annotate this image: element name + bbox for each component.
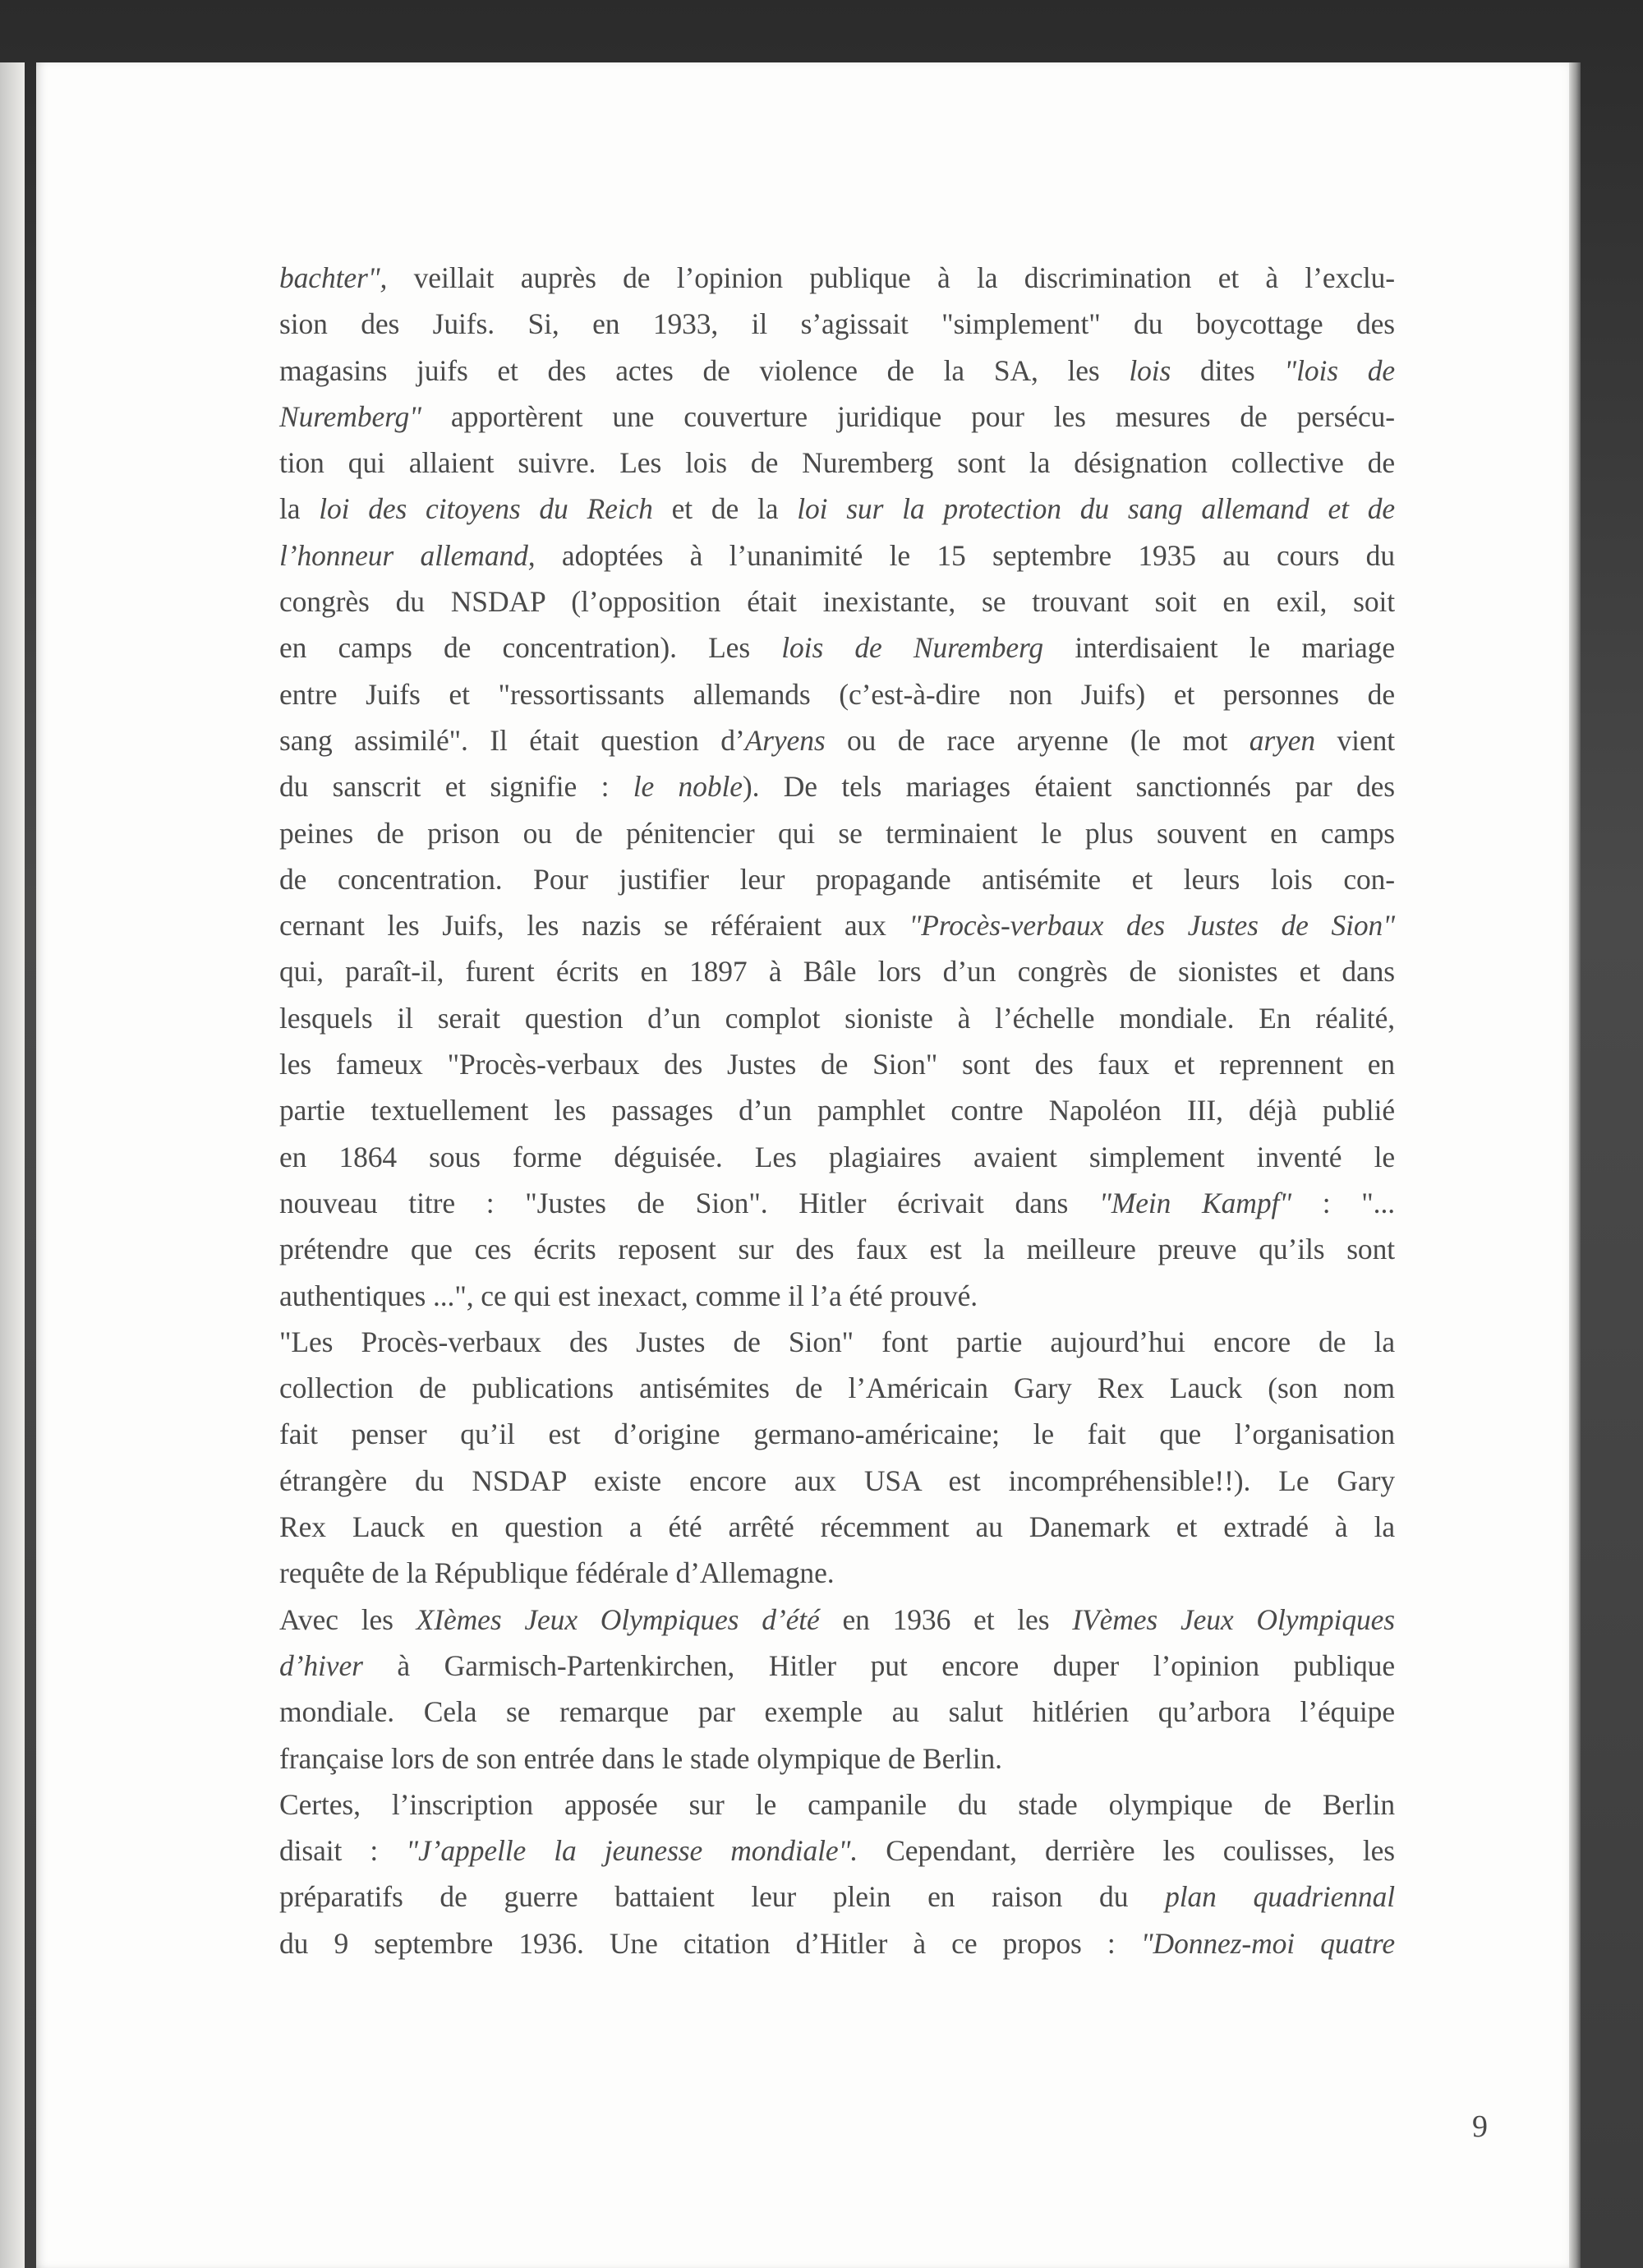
italic-run: plan quadriennal <box>1165 1880 1395 1914</box>
text-run: étrangère du NSDAP existe encore aux USA est incompréhensible!!). Le Gary <box>279 1464 1395 1497</box>
text-run: sang assimilé". Il était question d’ <box>279 723 745 757</box>
italic-run: "lois de <box>1284 353 1395 387</box>
italic-run: l’honneur allemand, <box>279 538 536 572</box>
italic-run: Aryens <box>744 723 826 757</box>
text-line <box>279 532 1395 579</box>
italic-run: "J’appelle la jeunesse mondiale". <box>406 1834 858 1868</box>
text-line <box>279 1041 1395 1087</box>
text-line <box>279 995 1395 1041</box>
text-run: en 1864 sous forme déguisée. Les plagiaires avaient simplement inventé le <box>279 1140 1395 1173</box>
text-run: veillait auprès de l’opinion publique à la discrimination et à l’exclu- <box>387 261 1395 294</box>
text-line <box>279 1643 1395 1689</box>
italic-run: aryen <box>1249 723 1316 757</box>
text-run: adoptées à l’unanimité le 15 septembre 1935 au cours du <box>535 538 1395 572</box>
text-line <box>279 902 1395 948</box>
text-line <box>279 625 1395 671</box>
text-run: authentiques ...", ce qui est inexact, comme il l’a été prouvé. <box>279 1279 978 1312</box>
page-number: 9 <box>1472 2109 1488 2144</box>
text-run: préparatifs de guerre battaient leur plein en raison du <box>279 1880 1166 1914</box>
text-line <box>279 301 1395 347</box>
text-line <box>279 1273 1395 1319</box>
text-run: mondiale. Cela se remarque par exemple au salut hitlérien qu’arbora l’équipe <box>279 1695 1395 1729</box>
text-run: qui, paraît-il, furent écrits en 1897 à Bâle lors d’un congrès de sionistes et dans <box>279 955 1395 989</box>
text-run: Rex Lauck en question a été arrêté récemment au Danemark et extradé à la <box>279 1510 1395 1544</box>
italic-run: loi sur la protection du sang allemand et de <box>797 492 1396 526</box>
paragraph-p4 <box>279 1782 1395 1966</box>
text-run: en 1936 et les <box>819 1602 1073 1636</box>
text-run: "Les Procès-verbaux des Justes de Sion" font partie aujourd’hui encore de la <box>279 1325 1395 1358</box>
text-line <box>279 763 1395 809</box>
italic-run: XIèmes Jeux Olympiques d’été <box>416 1602 820 1636</box>
text-line <box>279 671 1395 717</box>
text-run: nouveau titre : "Justes de Sion". Hitler écrivait dans <box>279 1186 1099 1219</box>
text-run: Avec les <box>279 1602 417 1636</box>
text-line <box>279 1874 1395 1920</box>
text-run: sion des Juifs. Si, en 1933, il s’agissait "simplement" du boycottage des <box>279 307 1395 341</box>
text-run: vient <box>1315 723 1396 757</box>
text-line <box>279 1828 1395 1874</box>
text-run: française lors de son entrée dans le stade olympique de Berlin. <box>279 1741 1002 1775</box>
italic-run: bachter", <box>279 261 388 294</box>
text-line <box>279 1920 1395 1966</box>
text-run: cernant les Juifs, les nazis se référaient aux <box>279 909 909 943</box>
italic-run: lois <box>1129 353 1171 387</box>
text-line <box>279 717 1395 763</box>
text-line <box>279 255 1395 301</box>
italic-run: le noble <box>633 770 743 804</box>
text-run: du 9 septembre 1936. Une citation d’Hitler à ce propos : <box>279 1926 1141 1960</box>
text-run: et de la <box>652 492 798 526</box>
text-run: ou de race aryenne (le mot <box>825 723 1250 757</box>
text-run: requête de la République fédérale d’Allemagne. <box>279 1556 835 1590</box>
text-line <box>279 1550 1395 1596</box>
text-run: Cependant, derrière les coulisses, les <box>858 1834 1395 1868</box>
text-run: fait penser qu’il est d’origine germano-américaine; le fait que l’organisation <box>279 1418 1395 1451</box>
paragraph-p2 <box>279 1319 1395 1597</box>
text-line <box>279 1180 1395 1226</box>
text-line <box>279 1226 1395 1272</box>
text-line <box>279 348 1395 394</box>
text-run: apportèrent une couverture juridique pour les mesures de persécu- <box>421 399 1395 433</box>
text-run: : "... <box>1291 1186 1396 1219</box>
text-line <box>279 856 1395 902</box>
text-run: du sanscrit et signifie : <box>279 770 633 804</box>
text-run: peines de prison ou de pénitencier qui se terminaient le plus souvent en camps <box>279 816 1395 850</box>
text-line <box>279 1458 1395 1504</box>
text-run: entre Juifs et "ressortissants allemands (c’est-à-dire non Juifs) et personnes de <box>279 677 1395 711</box>
italic-run: "Mein Kampf" <box>1098 1186 1292 1219</box>
body-text <box>279 255 1395 1966</box>
text-line <box>279 1411 1395 1457</box>
text-line <box>279 1365 1395 1411</box>
text-run: congrès du NSDAP (l’opposition était inexistante, se trouvant soit en exil, soit <box>279 585 1395 619</box>
italic-run: lois de Nuremberg <box>781 631 1044 665</box>
paragraph-p1 <box>279 255 1395 1319</box>
italic-run: d’hiver <box>279 1648 363 1682</box>
text-run: en camps de concentration). Les <box>279 631 782 665</box>
text-run: les fameux "Procès-verbaux des Justes de Sion" sont des faux et reprennent en <box>279 1048 1395 1081</box>
text-line <box>279 1782 1395 1828</box>
text-run: prétendre que ces écrits reposent sur des faux est la meilleure preuve qu’ils sont <box>279 1233 1395 1266</box>
text-run: magasins juifs et des actes de violence de la SA, les <box>279 353 1130 387</box>
text-run: interdisaient le mariage <box>1043 631 1395 665</box>
text-run: collection de publications antisémites de l’Américain Gary Rex Lauck (son nom <box>279 1371 1395 1405</box>
italic-run: Nuremberg" <box>279 399 421 433</box>
text-line <box>279 440 1395 486</box>
text-line <box>279 1504 1395 1550</box>
page-edge-shadow <box>1569 62 1581 2268</box>
text-line <box>279 948 1395 994</box>
text-run: la <box>279 492 320 526</box>
italic-run: loi des citoyens du Reich <box>319 492 653 526</box>
text-run: à Garmisch-Partenkirchen, Hitler put encore duper l’opinion publique <box>362 1648 1395 1682</box>
text-line <box>279 1597 1395 1643</box>
text-line <box>279 1134 1395 1180</box>
italic-run: "Procès-verbaux des Justes de Sion" <box>909 909 1395 943</box>
italic-run: "Donnez-moi quatre <box>1140 1926 1395 1960</box>
text-line <box>279 486 1395 532</box>
text-line <box>279 1736 1395 1782</box>
text-line <box>279 579 1395 625</box>
text-run: tion qui allaient suivre. Les lois de Nuremberg sont la désignation collective de <box>279 446 1395 480</box>
italic-run: IVèmes Jeux Olympiques <box>1072 1602 1395 1636</box>
paragraph-p3 <box>279 1597 1395 1782</box>
text-run: disait : <box>279 1834 407 1868</box>
text-line <box>279 1319 1395 1365</box>
text-line <box>279 1689 1395 1735</box>
text-run: dites <box>1171 353 1285 387</box>
text-run: de concentration. Pour justifier leur propagande antisémite et leurs lois con- <box>279 862 1395 896</box>
text-run: partie textuellement les passages d’un pamphlet contre Napoléon III, déjà publié <box>279 1094 1395 1127</box>
text-line <box>279 1087 1395 1133</box>
text-run: lesquels il serait question d’un complot sioniste à l’échelle mondiale. En réalité, <box>279 1001 1395 1035</box>
facing-page-edge <box>0 62 25 2268</box>
text-line <box>279 394 1395 440</box>
text-line <box>279 810 1395 856</box>
text-run: Certes, l’inscription apposée sur le campanile du stade olympique de Berlin <box>279 1787 1395 1821</box>
text-run: ). De tels mariages étaient sanctionnés par des <box>742 770 1395 804</box>
